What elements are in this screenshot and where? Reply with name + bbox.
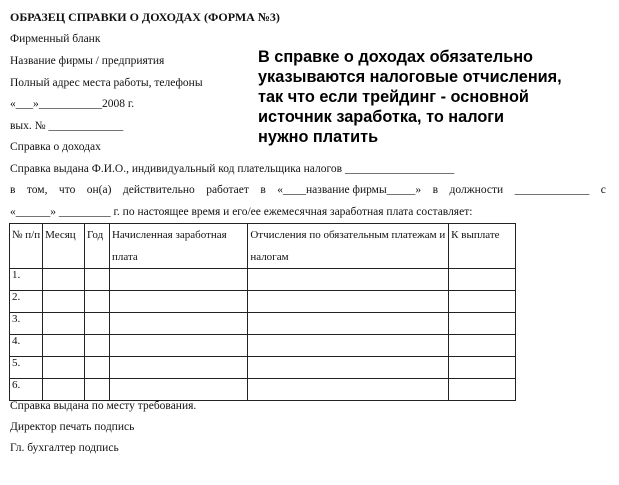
form-title: ОБРАЗЕЦ СПРАВКИ О ДОХОДАХ (ФОРМА №3) bbox=[10, 10, 280, 24]
table-cell bbox=[43, 379, 85, 401]
outgoing-number-line: вых. № _____________ bbox=[10, 120, 124, 132]
table-header-row bbox=[10, 224, 516, 269]
table-cell bbox=[109, 379, 247, 401]
address-label: Полный адрес места работы, телефоны bbox=[10, 77, 203, 89]
table-cell bbox=[85, 357, 110, 379]
row-number: 1. bbox=[10, 269, 43, 291]
table-cell bbox=[449, 335, 516, 357]
row-number: 2. bbox=[10, 291, 43, 313]
table-cell bbox=[449, 357, 516, 379]
table-cell bbox=[449, 291, 516, 313]
issued-by-request-line: Справка выдана по месту требования. bbox=[10, 400, 197, 412]
overlay-line: указываются налоговые отчисления, bbox=[258, 68, 562, 86]
table-cell bbox=[85, 291, 110, 313]
overlay-line: так что если трейдинг - основной bbox=[258, 88, 529, 106]
row-number: 5. bbox=[10, 357, 43, 379]
table-cell bbox=[248, 335, 449, 357]
table-cell bbox=[248, 313, 449, 335]
table-cell bbox=[85, 379, 110, 401]
header-to-pay: К выплате bbox=[449, 224, 516, 269]
table-cell bbox=[43, 291, 85, 313]
company-name-label: Название фирмы / предприятия bbox=[10, 55, 165, 67]
table-cell bbox=[449, 269, 516, 291]
certificate-heading: Справка о доходах bbox=[10, 141, 101, 153]
table-cell bbox=[109, 269, 247, 291]
table-row bbox=[10, 291, 516, 313]
overlay-line: В справке о доходах обязательно bbox=[258, 48, 533, 66]
header-accrued-salary: Начисленная заработная плата bbox=[109, 224, 247, 269]
letterhead-label: Фирменный бланк bbox=[10, 33, 101, 45]
table-cell bbox=[449, 379, 516, 401]
table-cell bbox=[248, 269, 449, 291]
overlay-line: источник заработка, то налоги bbox=[258, 108, 505, 126]
accountant-signature-line: Гл. бухгалтер подпись bbox=[10, 442, 119, 454]
row-number: 3. bbox=[10, 313, 43, 335]
overlay-line: нужно платить bbox=[258, 128, 379, 146]
table-row bbox=[10, 269, 516, 291]
table-row bbox=[10, 313, 516, 335]
table-cell bbox=[43, 313, 85, 335]
period-line: «______» _________ г. по настоящее время и его/ее ежемесячная заработная плата составляет: bbox=[10, 206, 473, 218]
table-row bbox=[10, 379, 516, 401]
issued-to-line: Справка выдана Ф.И.О., индивидуальный код плательщика налогов ___________________ bbox=[10, 163, 455, 175]
row-number: 4. bbox=[10, 335, 43, 357]
table-cell bbox=[449, 313, 516, 335]
table-cell bbox=[248, 379, 449, 401]
table-cell bbox=[85, 269, 110, 291]
table-cell bbox=[43, 335, 85, 357]
table-cell bbox=[109, 335, 247, 357]
header-year: Год bbox=[85, 224, 110, 269]
table-cell bbox=[85, 313, 110, 335]
employment-line: в том, что он(а) действительно работает в «____название фирмы_____» в должности _____________ с bbox=[10, 184, 606, 196]
table-cell bbox=[248, 291, 449, 313]
table-cell bbox=[109, 313, 247, 335]
table-cell bbox=[248, 357, 449, 379]
table-row bbox=[10, 335, 516, 357]
row-number: 6. bbox=[10, 379, 43, 401]
date-line: «___»___________2008 г. bbox=[10, 98, 135, 110]
income-table bbox=[9, 223, 516, 401]
table-cell bbox=[109, 357, 247, 379]
header-month: Месяц bbox=[43, 224, 85, 269]
table-cell bbox=[43, 357, 85, 379]
table-cell bbox=[109, 291, 247, 313]
table-row bbox=[10, 357, 516, 379]
table-cell bbox=[43, 269, 85, 291]
header-number: № п/п bbox=[10, 224, 43, 269]
overlay-note bbox=[258, 47, 613, 147]
director-signature-line: Директор печать подпись bbox=[10, 421, 135, 433]
header-deductions: Отчисления по обязательным платежам и налогам bbox=[248, 224, 449, 269]
table-cell bbox=[85, 335, 110, 357]
